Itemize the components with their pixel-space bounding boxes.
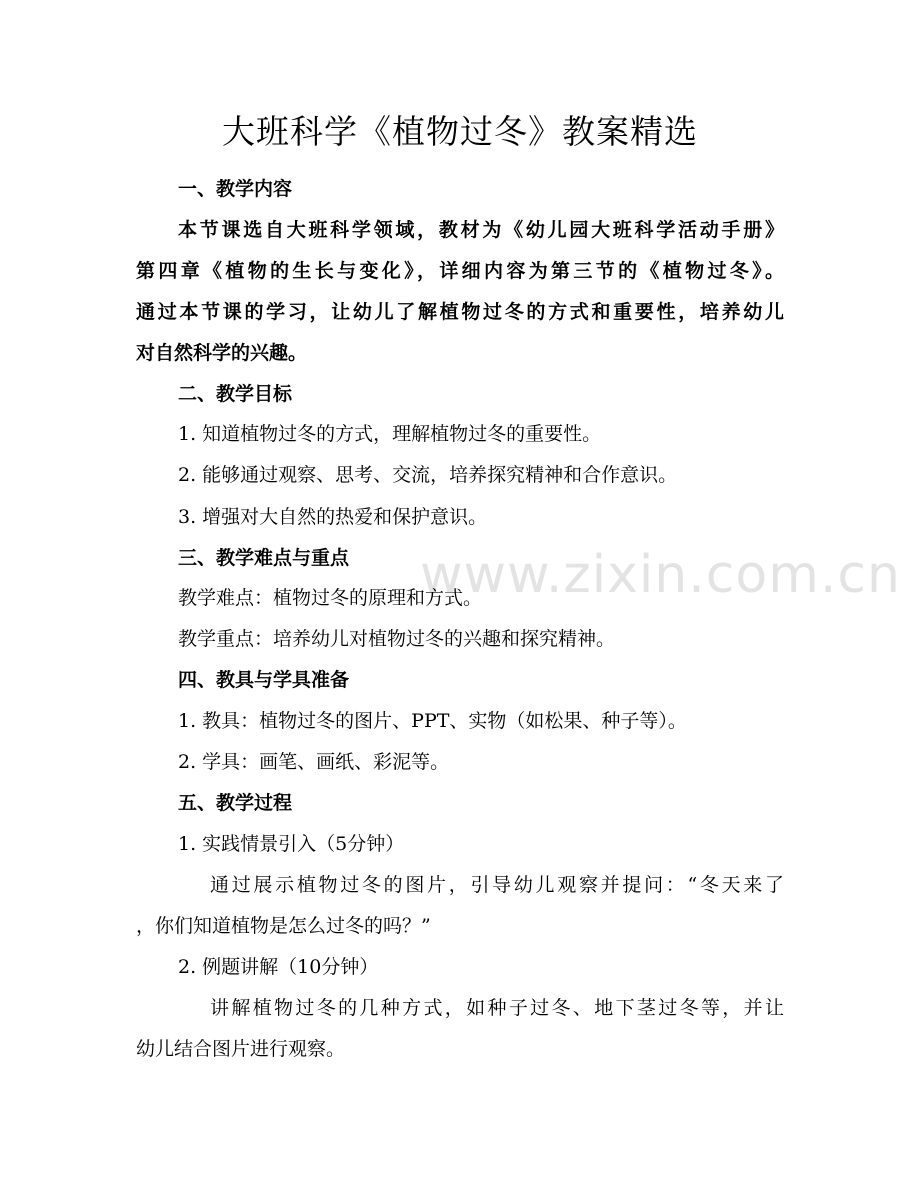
paragraph-line: 对自然科学的兴趣。 bbox=[136, 342, 308, 364]
section-heading-materials: 四、教具与学具准备 bbox=[178, 669, 350, 691]
step-text-line: 幼儿结合图片进行观察。 bbox=[136, 1038, 346, 1060]
list-item: 2. 能够通过观察、思考、交流，培养探究精神和合作意识。 bbox=[178, 464, 678, 486]
section-heading-difficulty: 三、教学难点与重点 bbox=[178, 547, 350, 569]
list-item: 1. 教具：植物过冬的图片、PPT、实物（如松果、种子等）。 bbox=[178, 710, 687, 732]
section-heading-process: 五、教学过程 bbox=[178, 792, 293, 814]
list-item: 3. 增强对大自然的热爱和保护意识。 bbox=[178, 506, 488, 528]
step-text-line: 通过展示植物过冬的图片，引导幼儿观察并提问：“冬天来了 bbox=[210, 874, 784, 896]
section-heading-content: 一、教学内容 bbox=[178, 178, 293, 200]
step-text-line: 讲解植物过冬的几种方式，如种子过冬、地下茎过冬等，并让 bbox=[210, 997, 784, 1019]
section-heading-objectives: 二、教学目标 bbox=[178, 383, 293, 405]
step-title: 2. 例题讲解（10分钟） bbox=[178, 956, 379, 978]
document-title: 大班科学《植物过冬》教案精选 bbox=[222, 112, 698, 151]
watermark: www.zixin.com.cn bbox=[420, 545, 901, 605]
list-item: 2. 学具：画笔、画纸、彩泥等。 bbox=[178, 751, 450, 773]
step-title: 1. 实践情景引入（5分钟） bbox=[178, 833, 405, 855]
paragraph-line: 第四章《植物的生长与变化》，详细内容为第三节的《植物过冬》。 bbox=[136, 260, 784, 282]
difficulty-text: 教学难点：植物过冬的原理和方式。 bbox=[178, 587, 483, 609]
paragraph-line: 通过本节课的学习，让幼儿了解植物过冬的方式和重要性，培养幼儿 bbox=[136, 301, 784, 323]
paragraph-line: 本节课选自大班科学领域，教材为《幼儿园大班科学活动手册》 bbox=[178, 219, 784, 241]
list-item: 1. 知道植物过冬的方式，理解植物过冬的重要性。 bbox=[178, 423, 602, 445]
step-text-line: ，你们知道植物是怎么过冬的吗？” bbox=[136, 915, 431, 937]
focus-text: 教学重点：培养幼儿对植物过冬的兴趣和探究精神。 bbox=[178, 628, 616, 650]
